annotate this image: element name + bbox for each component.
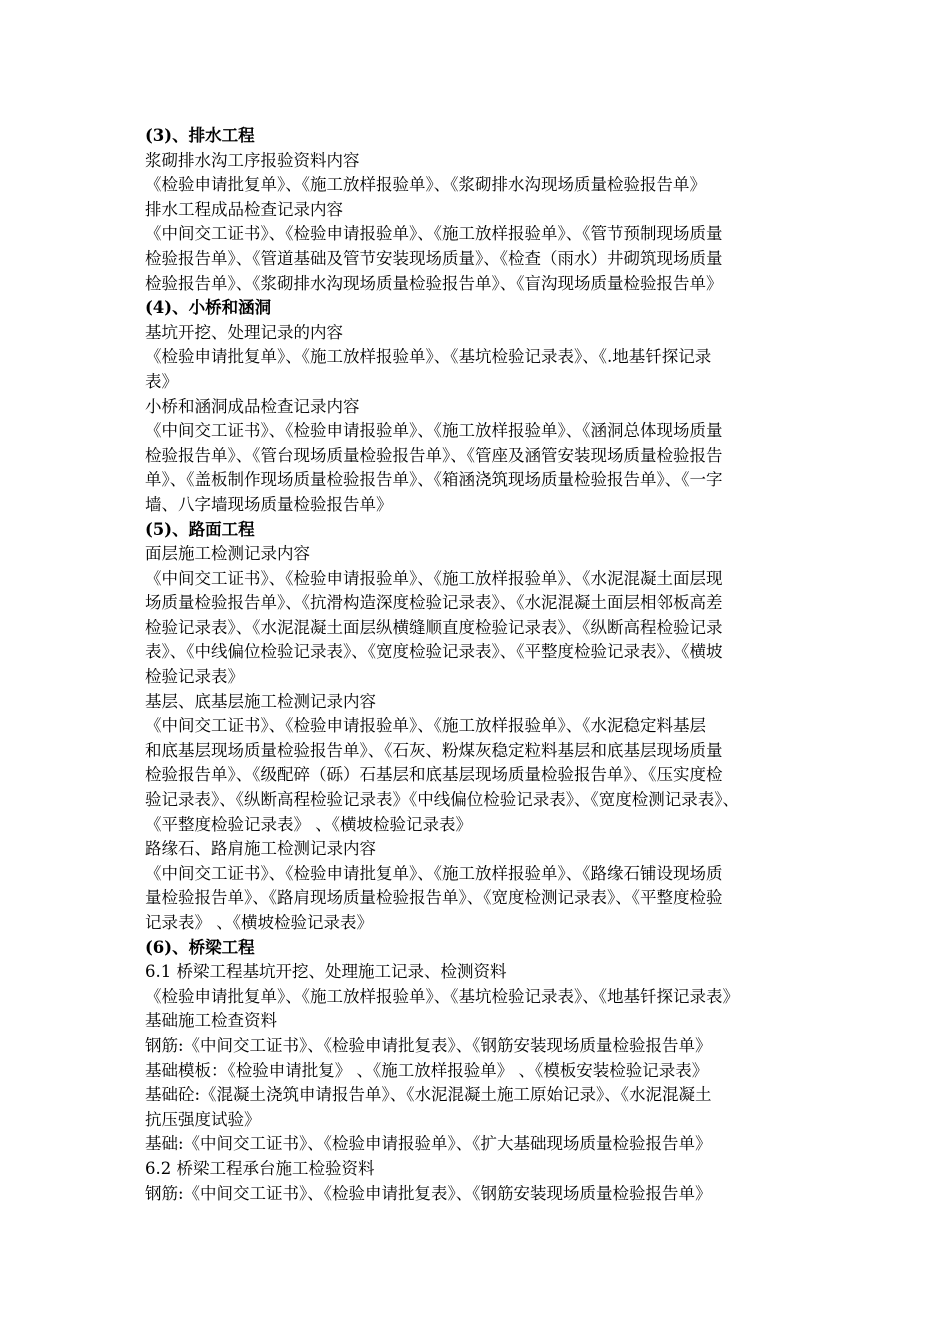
text-line: 《中间交工证书》、《检验申请批复单》、《施工放样报验单》、《路缘石铺设现场质 bbox=[145, 863, 723, 883]
text-line: 钢筋:《中间交工证书》、《检验申请批复表》、《钢筋安装现场质量检验报告单》 bbox=[145, 1035, 712, 1055]
text-line: 面层施工检测记录内容 bbox=[145, 544, 310, 564]
text-line: 和底基层现场质量检验报告单》、《石灰、粉煤灰稳定粒料基层和底基层现场质量 bbox=[145, 740, 723, 760]
text-line: 场质量检验报告单》、《抗滑构造深度检验记录表》、《水泥混凝土面层相邻板高差 bbox=[145, 593, 723, 613]
text-line: 表》 bbox=[145, 371, 178, 391]
text-line: 基础施工检查资料 bbox=[145, 1011, 277, 1031]
text-line: 《检验申请批复单》、《施工放样报验单》、《基坑检验记录表》、《地基钎探记录表》 bbox=[145, 986, 739, 1006]
text-line: 记录表》 、《横坡检验记录表》 bbox=[145, 913, 373, 932]
document-body bbox=[145, 124, 815, 1206]
text-line: 基础模板：《检验申请批复》 、《施工放样报验单》 、《模板安装检验记录表》 bbox=[145, 1060, 709, 1080]
text-line: 检验记录表》、《水泥混凝土面层纵横缝顺直度检验记录表》、《纵断高程检验记录 bbox=[145, 617, 723, 637]
section-heading: (5)、路面工程 bbox=[145, 519, 255, 539]
text-line: 检验记录表》 bbox=[145, 667, 244, 687]
text-line: 排水工程成品检查记录内容 bbox=[145, 199, 343, 219]
text-line: 《中间交工证书》、《检验申请报验单》、《施工放样报验单》、《水泥混凝土面层现 bbox=[145, 568, 723, 588]
text-line: 基层、底基层施工检测记录内容 bbox=[145, 691, 376, 711]
text-line: 小桥和涵洞成品检查记录内容 bbox=[145, 396, 360, 416]
section-heading: (4)、小桥和涵洞 bbox=[145, 298, 272, 318]
text-line: 抗压强度试验》 bbox=[145, 1109, 261, 1129]
text-line: 6.1 桥梁工程基坑开挖、处理施工记录、检测资料 bbox=[145, 962, 507, 982]
text-line: 6.2 桥梁工程承台施工检验资料 bbox=[145, 1158, 375, 1178]
text-line: 检验报告单》、《管台现场质量检验报告单》、《管座及涵管安装现场质量检验报告 bbox=[145, 445, 723, 465]
text-line: 墙、八字墙现场质量检验报告单》 bbox=[145, 494, 393, 514]
text-line: 《平整度检验记录表》 、《横坡检验记录表》 bbox=[145, 814, 472, 834]
text-line: 表》、《中线偏位检验记录表》、《宽度检验记录表》、《平整度检验记录表》、《横坡 bbox=[145, 642, 723, 662]
text-line: 验记录表》、《纵断高程检验记录表》《中线偏位检验记录表》、《宽度检测记录表》、 bbox=[145, 790, 739, 810]
text-line: 量检验报告单》、《路肩现场质量检验报告单》、《宽度检测记录表》、《平整度检验 bbox=[145, 888, 723, 908]
text-line: 《检验申请批复单》、《施工放样报验单》、《浆砌排水沟现场质量检验报告单》 bbox=[145, 175, 706, 195]
text-line: 检验报告单》、《管道基础及管节安装现场质量》、《检查（雨水）井砌筑现场质量 bbox=[145, 248, 723, 268]
text-line: 《检验申请批复单》、《施工放样报验单》、《基坑检验记录表》、《.地基钎探记录 bbox=[145, 347, 712, 367]
text-line: 路缘石、路肩施工检测记录内容 bbox=[145, 839, 376, 859]
text-line: 《中间交工证书》、《检验申请报验单》、《施工放样报验单》、《涵洞总体现场质量 bbox=[145, 421, 723, 441]
text-line: 检验报告单》、《浆砌排水沟现场质量检验报告单》、《盲沟现场质量检验报告单》 bbox=[145, 273, 723, 293]
text-line: 检验报告单》、《级配碎（砾）石基层和底基层现场质量检验报告单》、《压实度检 bbox=[145, 765, 723, 785]
text-line: 浆砌排水沟工序报验资料内容 bbox=[145, 150, 360, 170]
section-heading: (3)、排水工程 bbox=[145, 126, 255, 145]
section-heading: (6)、桥梁工程 bbox=[145, 937, 255, 957]
text-line: 钢筋:《中间交工证书》、《检验申请批复表》、《钢筋安装现场质量检验报告单》 bbox=[145, 1183, 712, 1203]
text-line: 基础:《中间交工证书》、《检验申请报验单》、《扩大基础现场质量检验报告单》 bbox=[145, 1134, 712, 1154]
text-line: 《中间交工证书》、《检验申请报验单》、《施工放样报验单》、《管节预制现场质量 bbox=[145, 224, 723, 244]
text-line: 基础砼:《混凝土浇筑申请报告单》、《水泥混凝土施工原始记录》、《水泥混凝土 bbox=[145, 1085, 712, 1105]
text-line: 单》、《盖板制作现场质量检验报告单》、《箱涵浇筑现场质量检验报告单》、《一字 bbox=[145, 470, 723, 490]
text-line: 《中间交工证书》、《检验申请报验单》、《施工放样报验单》、《水泥稳定料基层 bbox=[145, 716, 706, 736]
text-line: 基坑开挖、处理记录的内容 bbox=[145, 322, 343, 342]
